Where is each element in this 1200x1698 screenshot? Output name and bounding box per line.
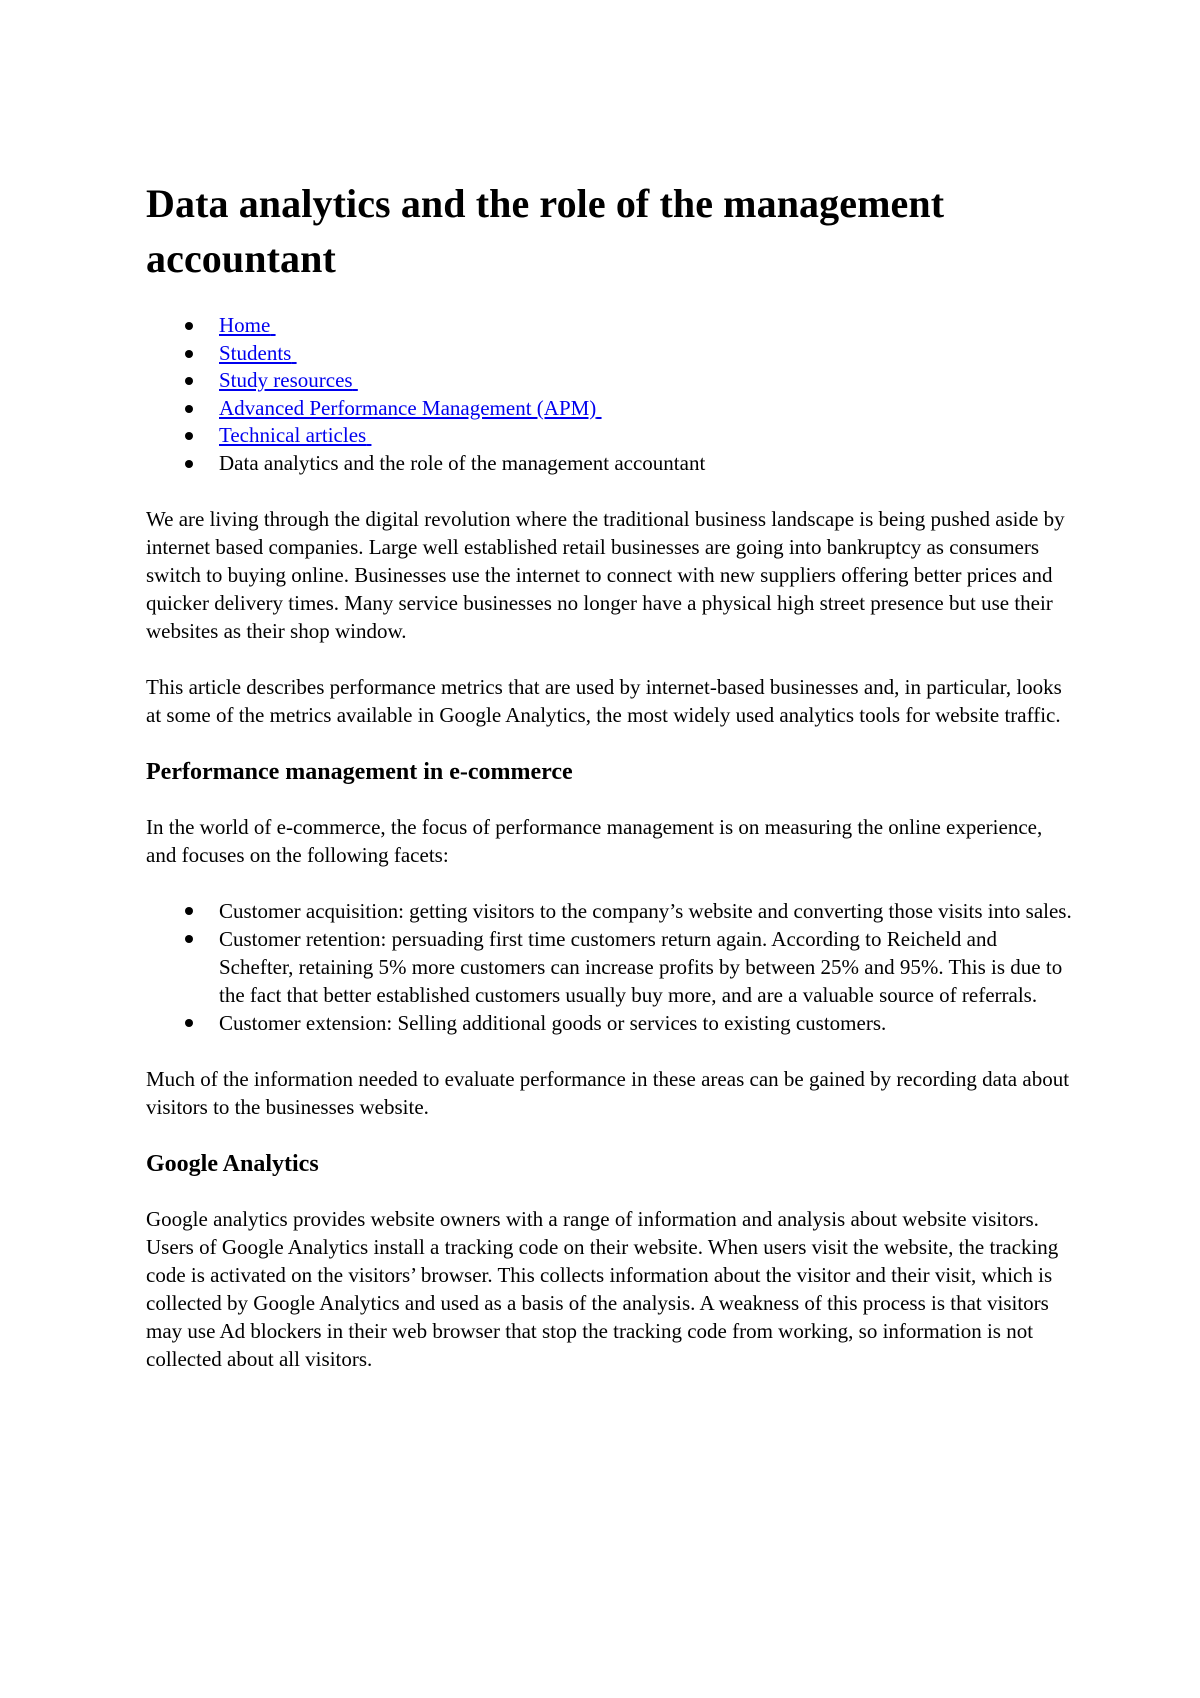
section-heading-google-analytics: Google Analytics [146, 1151, 319, 1177]
breadcrumb-link-apm[interactable]: Advanced Performance Management (APM) [219, 395, 597, 420]
bullet-icon [185, 432, 193, 440]
facet-text: Customer retention: persuading first time customers return again. According to Reicheld and Schefter, retaining 5% more customers can increase profits by between 25% and 95%. This is due to the fact that better established customers usually buy more, and are a valuable source of referrals. [219, 927, 1063, 1007]
breadcrumb-item-current [146, 450, 1076, 478]
bullet-icon [185, 460, 193, 468]
intro-paragraph: This article describes performance metrics that are used by internet-based businesses and, in particular, looks at some of the metrics available in Google Analytics, the most widely used analytics tools for website traffic. [146, 675, 1062, 727]
breadcrumb-item-home [146, 312, 1076, 340]
list-item [146, 925, 1076, 1009]
breadcrumb-link-students[interactable]: Students [219, 340, 292, 365]
breadcrumb [146, 312, 1076, 477]
page-title: Data analytics and the role of the management accountant [146, 181, 945, 281]
facet-text: Customer acquisition: getting visitors to the company’s website and converting those visits into sales. [219, 899, 1072, 923]
ecommerce-intro-paragraph: In the world of e-commerce, the focus of performance management is on measuring the online experience, and focuses on the following facets: [146, 815, 1043, 867]
list-item [146, 897, 1076, 925]
bullet-icon [185, 322, 193, 330]
breadcrumb-item-apm [146, 395, 1076, 423]
list-item [146, 1009, 1076, 1037]
breadcrumb-link-technical-articles[interactable]: Technical articles [219, 423, 367, 447]
bullet-icon [185, 935, 193, 943]
breadcrumb-item-technical-articles [146, 422, 1076, 450]
breadcrumb-link-study-resources[interactable]: Study resources [219, 368, 353, 392]
bullet-icon [185, 350, 193, 358]
document-page [146, 176, 1076, 1401]
ecommerce-outro-paragraph: Much of the information needed to evaluate performance in these areas can be gained by recording data about visitors to the businesses website. [146, 1067, 1070, 1119]
bullet-icon [185, 907, 193, 915]
bullet-icon [185, 377, 193, 385]
breadcrumb-link-home[interactable]: Home [219, 313, 271, 337]
facets-list [146, 897, 1076, 1037]
bullet-icon [185, 405, 193, 413]
facet-text: Customer extension: Selling additional goods or services to existing customers. [219, 1011, 887, 1035]
breadcrumb-item-study-resources [146, 367, 1076, 395]
breadcrumb-current-page: Data analytics and the role of the management accountant [219, 450, 706, 475]
section-heading-ecommerce: Performance management in e-commerce [146, 759, 573, 785]
breadcrumb-item-students [146, 340, 1076, 368]
intro-paragraph: We are living through the digital revolution where the traditional business landscape is being pushed aside by internet based companies. Large well established retail businesses are going into bankruptcy as consumers switch to buying online. Businesses use the internet to connect with new suppliers offering better prices and quicker delivery times. Many service businesses no longer have a physical high street presence but use their websites as their shop window. [146, 507, 1065, 643]
bullet-icon [185, 1019, 193, 1027]
google-analytics-paragraph: Google analytics provides website owners with a range of information and analysis about website visitors. Users of Google Analytics install a tracking code on their website. When users visit the website, the tracking code is activated on the visitors’ browser. This collects information about the visitor and their visit, which is collected by Google Analytics and used as a basis of the analysis. A weakness of this process is that visitors may use Ad blockers in their web browser that stop the tracking code from working, so information is not collected about all visitors. [146, 1207, 1059, 1371]
